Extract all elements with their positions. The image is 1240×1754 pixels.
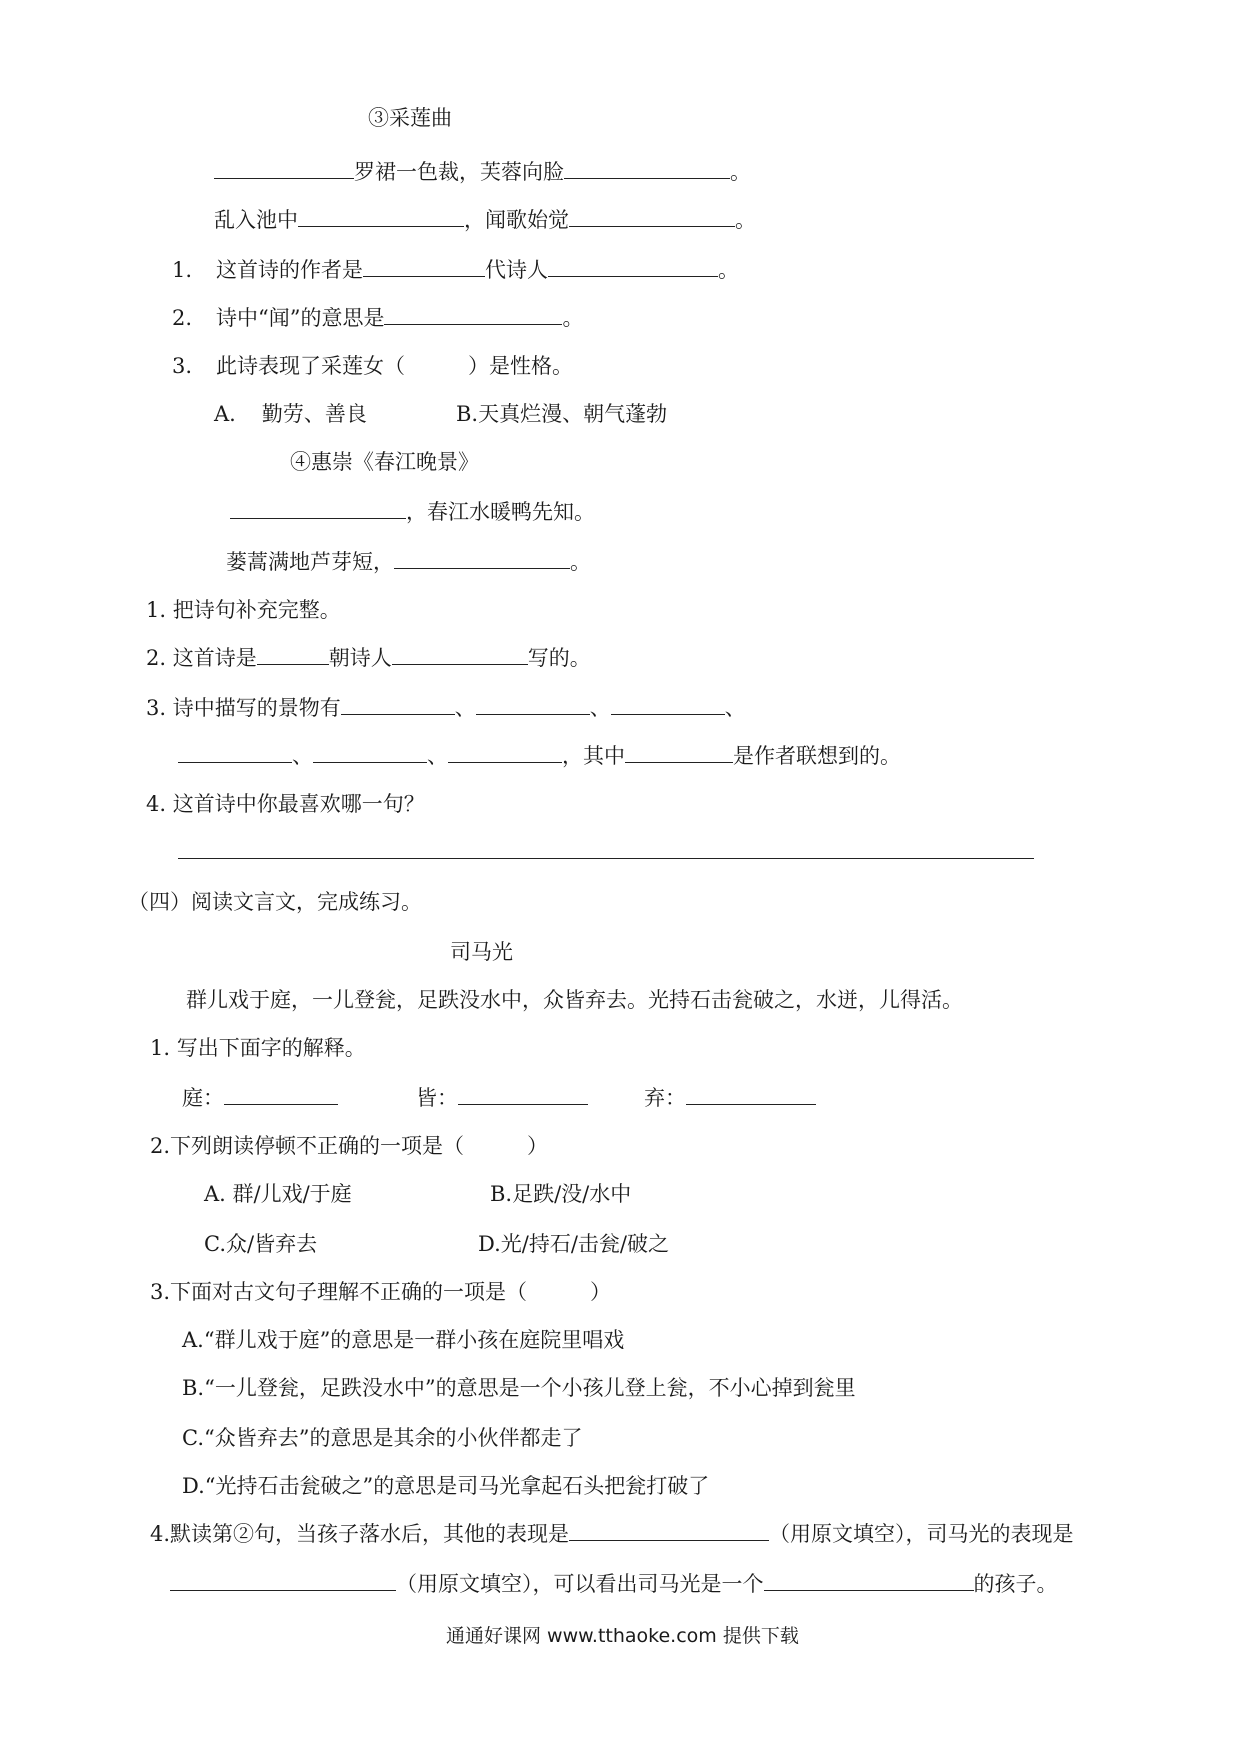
poem4-line1: ，春江水暖鸭先知。 — [230, 498, 595, 526]
fill-blank[interactable] — [257, 644, 329, 665]
fill-blank[interactable] — [448, 742, 562, 763]
fill-blank[interactable] — [178, 742, 292, 763]
poem4-question-1: 1. 把诗句补充完整。 — [146, 598, 341, 622]
poem3-line2: 乱入池中 ，闻歌始觉 。 — [214, 208, 756, 232]
fill-blank[interactable] — [313, 742, 427, 763]
fill-blank[interactable] — [394, 548, 570, 569]
fill-blank[interactable] — [569, 1520, 769, 1541]
section4-question-1: 1. 写出下面字的解释。 — [150, 1036, 366, 1060]
q2-option-c: C.众/皆弃去 — [204, 1232, 318, 1256]
poem3-line1: 罗裙一色裁，芙蓉向脸 。 — [214, 158, 751, 186]
section4-question-2: 2.下列朗读停顿不正确的一项是（ ） — [150, 1134, 549, 1158]
poem4-title: ④惠崇《春江晚景》 — [290, 450, 479, 474]
fill-blank[interactable] — [214, 158, 354, 179]
fill-blank[interactable] — [224, 1084, 338, 1105]
fill-blank[interactable] — [298, 206, 464, 227]
poem3-question-3: 3. 此诗表现了采莲女（ ）是性格。 — [172, 354, 573, 378]
poem3-option-a: A. 勤劳、善良 — [214, 402, 367, 426]
fill-blank[interactable] — [458, 1084, 588, 1105]
fill-blank[interactable] — [230, 498, 406, 519]
fill-blank[interactable] — [569, 206, 735, 227]
fill-blank[interactable] — [564, 158, 730, 179]
fill-blank[interactable] — [170, 1570, 396, 1591]
fill-blank[interactable] — [764, 1570, 974, 1591]
fill-blank[interactable] — [384, 304, 562, 325]
fill-blank[interactable] — [686, 1084, 816, 1105]
q2-option-a: A. 群/儿戏/于庭 — [204, 1182, 352, 1206]
section-heading: （四）阅读文言文，完成练习。 — [128, 890, 422, 914]
passage-text: 群儿戏于庭，一儿登瓮，足跌没水中，众皆弃去。光持石击瓮破之，水迸，儿得活。 — [186, 988, 963, 1012]
poem3-title: ③采莲曲 — [368, 106, 452, 130]
poem4-question-3: 3. 诗中描写的景物有 、 、 、 — [146, 696, 746, 720]
poem3-option-b: B.天真烂漫、朝气蓬勃 — [456, 402, 668, 426]
poem4-line2: 蒌蒿满地芦芽短， 。 — [226, 550, 591, 574]
word-3: 弃： — [644, 1084, 816, 1112]
q3-option-b: B.“一儿登瓮，足跌没水中”的意思是一个小孩儿登上瓮，不小心掉到瓮里 — [182, 1376, 856, 1400]
poem4-question-3-cont: 、 、 ，其中 是作者联想到的。 — [178, 742, 901, 770]
q3-option-d: D.“光持石击瓮破之”的意思是司马光拿起石头把瓮打破了 — [182, 1474, 710, 1498]
word-1: 庭： — [182, 1084, 338, 1112]
section4-question-3: 3.下面对古文句子理解不正确的一项是（ ） — [150, 1280, 612, 1304]
fill-blank[interactable] — [548, 256, 718, 277]
poem3-question-2: 2. 诗中“闻”的意思是 。 — [172, 306, 584, 330]
fill-blank[interactable] — [341, 694, 455, 715]
section4-question-4-cont: （用原文填空），可以看出司马光是一个 的孩子。 — [170, 1570, 1058, 1598]
q3-option-c: C.“众皆弃去”的意思是其余的小伙伴都走了 — [182, 1426, 583, 1450]
poem4-question-2: 2. 这首诗是 朝诗人 写的。 — [146, 646, 591, 670]
q2-option-d: D.光/持石/击瓮/破之 — [478, 1232, 669, 1256]
fill-blank[interactable] — [392, 644, 528, 665]
fill-blank[interactable] — [476, 694, 590, 715]
section4-question-4: 4.默读第②句，当孩子落水后，其他的表现是 （用原文填空），司马光的表现是 — [150, 1522, 1074, 1546]
poem4-question-4: 4. 这首诗中你最喜欢哪一句？ — [146, 792, 425, 816]
answer-line[interactable] — [178, 858, 1034, 859]
fill-blank[interactable] — [611, 694, 725, 715]
q3-option-a: A.“群儿戏于庭”的意思是一群小孩在庭院里唱戏 — [182, 1328, 625, 1352]
footer-credit: 通通好课网 www.tthaoke.com 提供下载 — [446, 1625, 799, 1647]
passage-title: 司马光 — [450, 940, 513, 964]
word-2: 皆： — [416, 1084, 588, 1112]
fill-blank[interactable] — [625, 742, 733, 763]
q2-option-b: B.足跌/没/水中 — [490, 1182, 632, 1206]
fill-blank[interactable] — [363, 256, 485, 277]
poem3-question-1: 1. 这首诗的作者是 代诗人 。 — [172, 258, 739, 282]
